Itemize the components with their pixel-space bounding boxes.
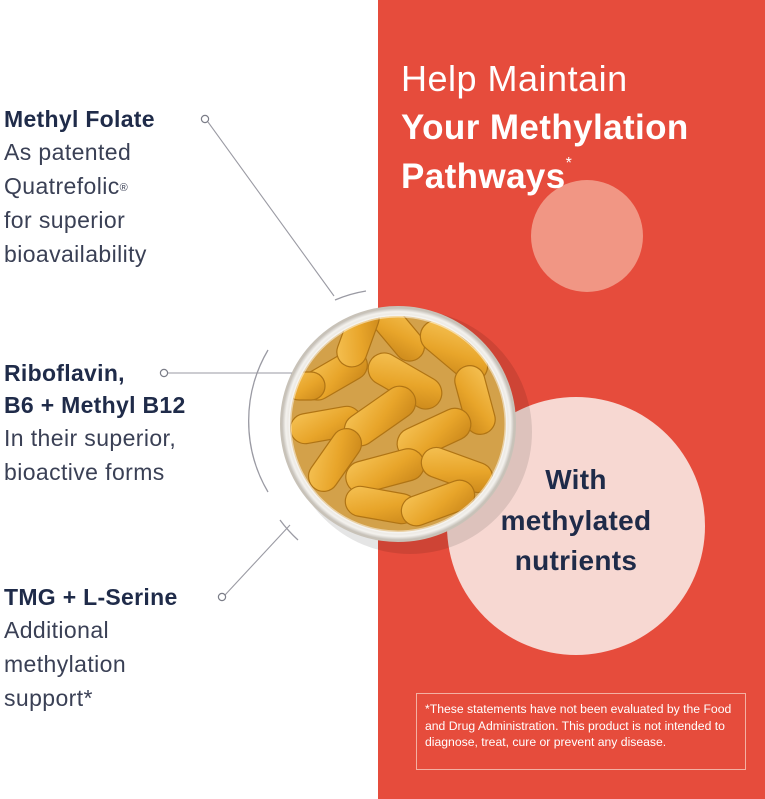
registered-mark: ®	[119, 182, 129, 194]
feature-title: Riboflavin,	[4, 360, 125, 386]
headline-line-2: Your Methylation	[401, 108, 689, 147]
feature-methyl-folate	[4, 103, 155, 271]
feature-line	[4, 169, 155, 203]
feature-title: B6 + Methyl B12	[4, 392, 186, 418]
headline-line-1: Help Maintain	[401, 58, 628, 99]
headline-line-3-text: Pathways	[401, 157, 566, 196]
fda-disclaimer: *These statements have not been evaluated by the Food and Drug Administration. This product is not intended to diagnose, treat, cure or prevent any disease.	[416, 693, 746, 770]
feature-title: TMG + L-Serine	[4, 584, 178, 610]
feature-line-text: Quatrefolic	[4, 173, 120, 199]
feature-line: bioavailability	[4, 241, 147, 267]
badge-line-3: nutrients	[514, 545, 638, 576]
feature-line: methylation	[4, 651, 127, 677]
feature-line: As patented	[4, 139, 132, 165]
feature-line: In their superior,	[4, 425, 177, 451]
feature-tmg-l-serine	[4, 581, 178, 715]
feature-line: support*	[4, 685, 93, 711]
feature-line: Additional	[4, 617, 110, 643]
badge-line-2: methylated	[500, 505, 652, 536]
feature-line: for superior	[4, 207, 126, 233]
badge-line-1: With	[545, 464, 607, 495]
feature-title: Methyl Folate	[4, 106, 155, 132]
feature-line: bioactive forms	[4, 459, 165, 485]
feature-riboflavin-b6-b12	[4, 357, 186, 489]
headline-asterisk: *	[565, 155, 573, 172]
